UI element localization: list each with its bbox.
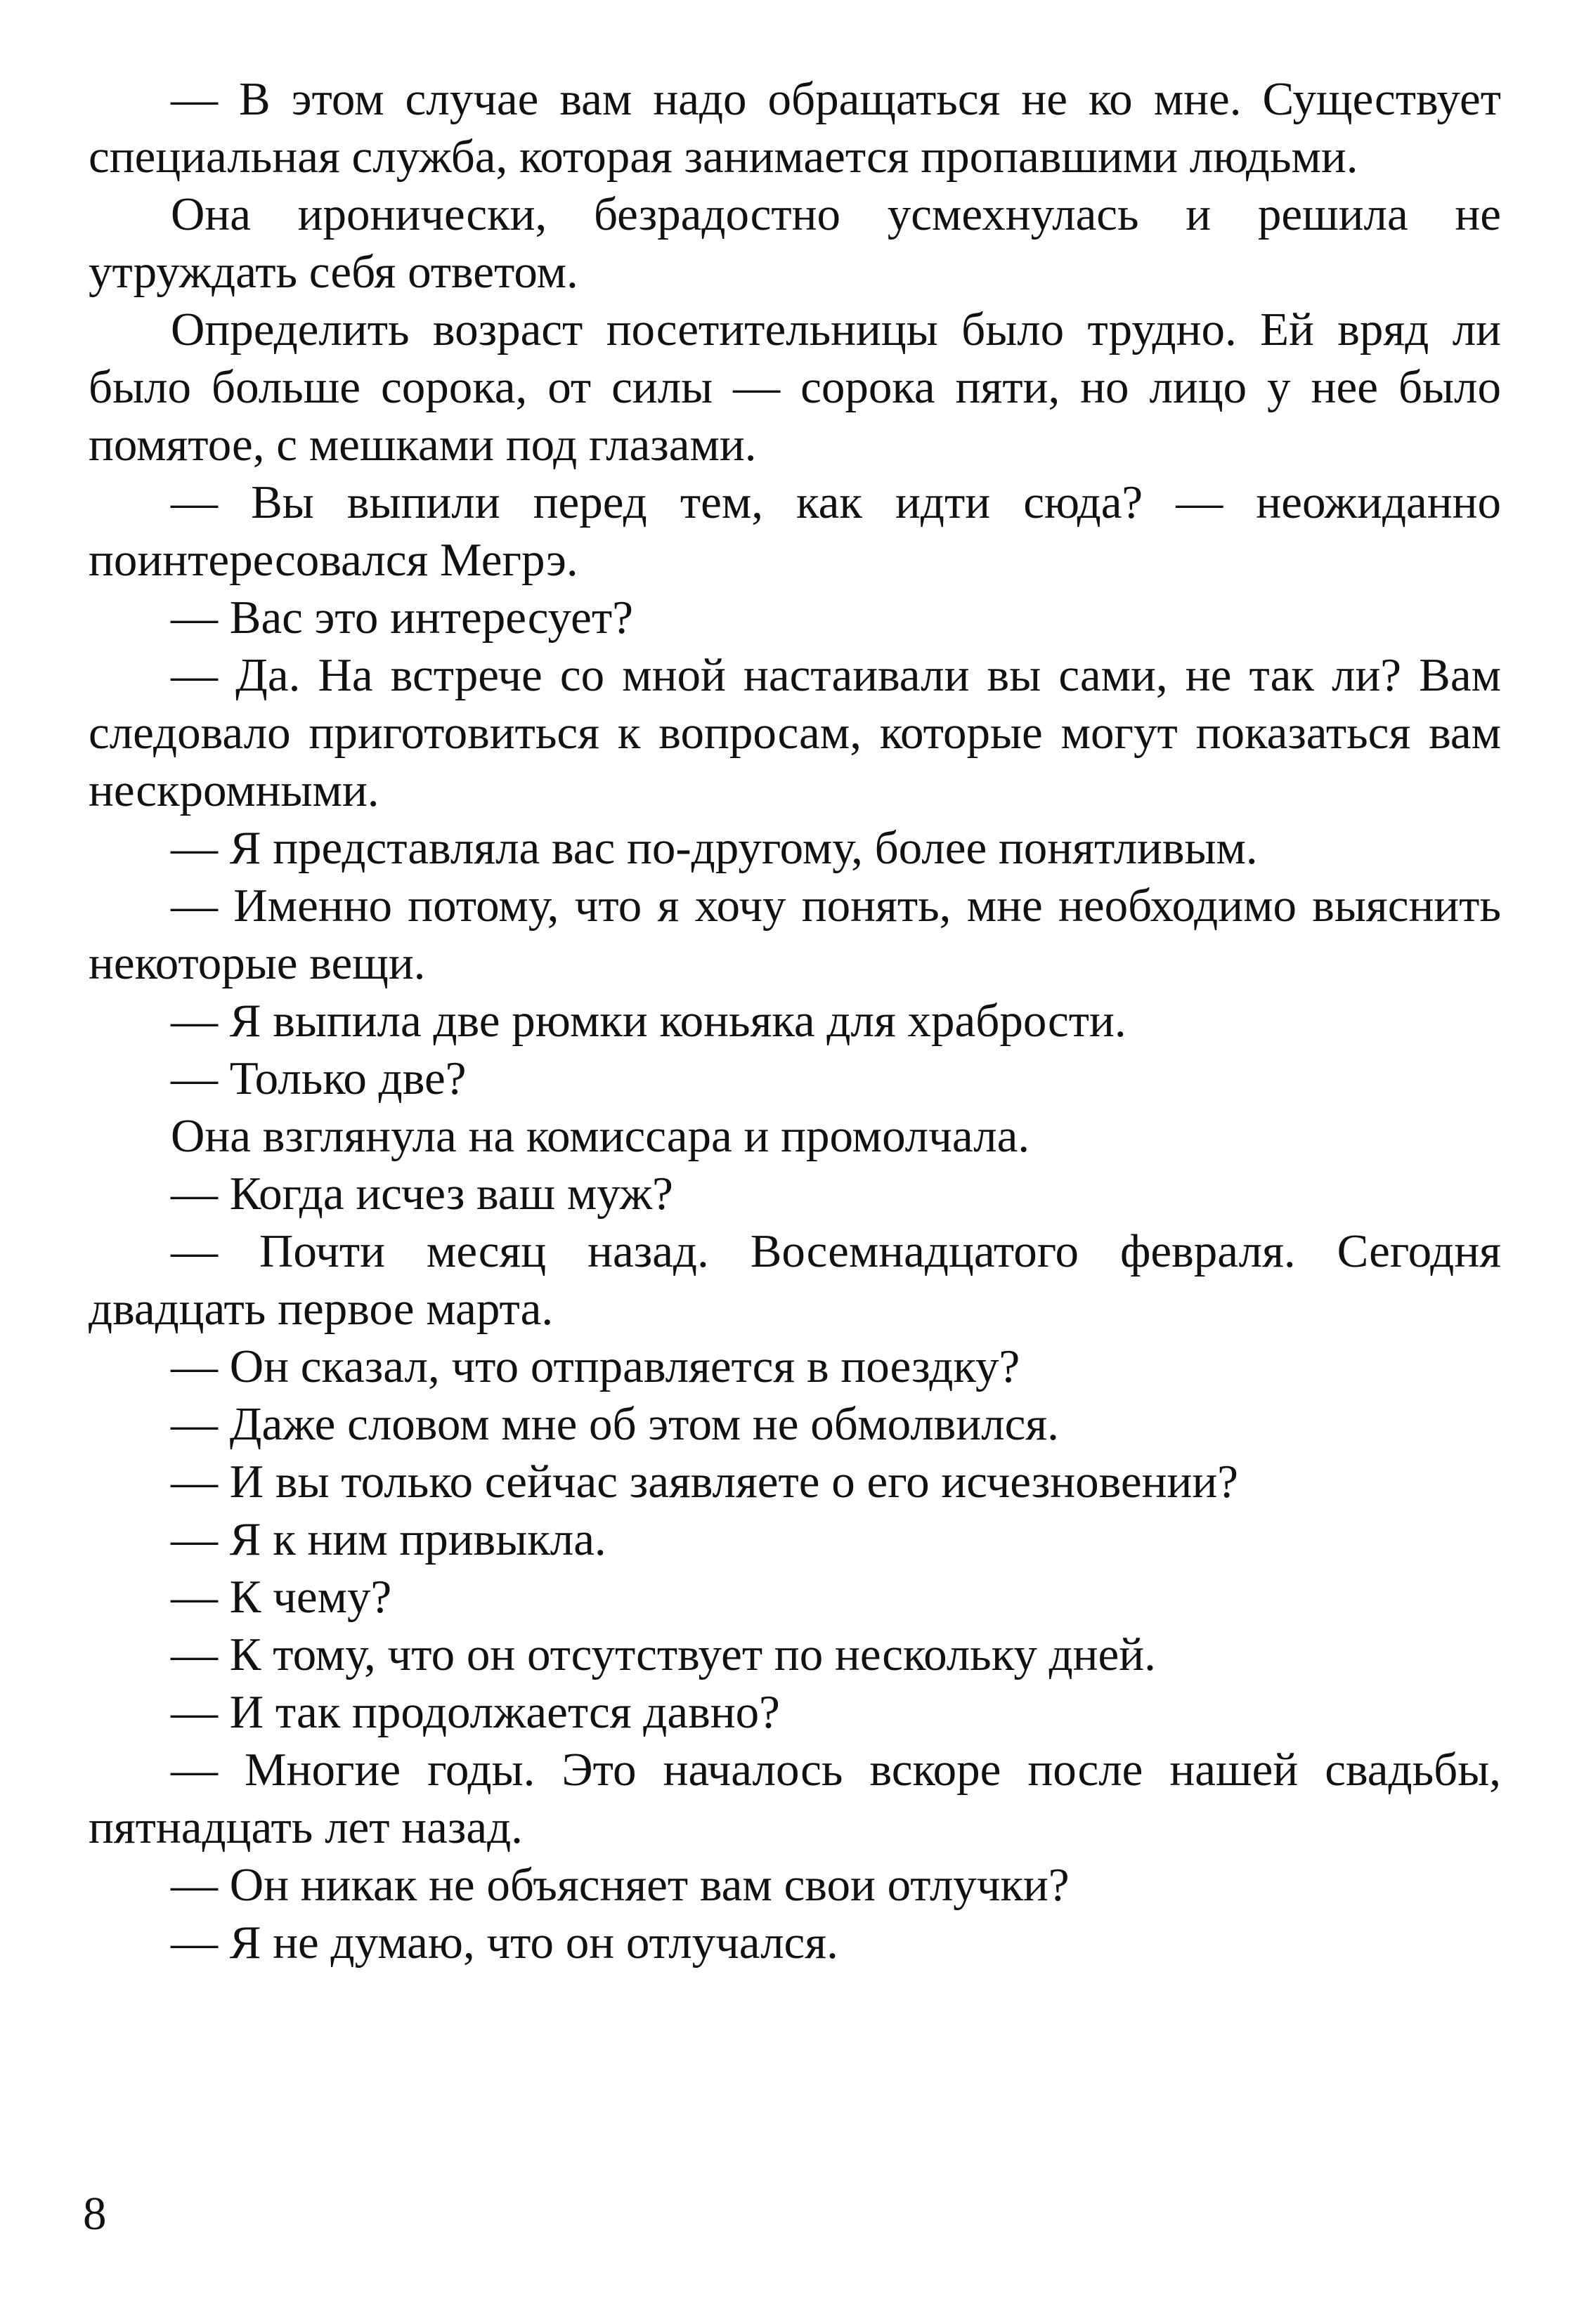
paragraph: — Почти месяц назад. Восемнадцатого февраля. Сегодня двадцать первое марта. xyxy=(89,1225,1501,1335)
paragraph: Определить возраст посетительницы было трудно. Ей вряд ли было больше сорока, от силы — сорока пяти, но лицо у нее было помятое, с мешками под глазами. xyxy=(89,303,1501,471)
page-number: 8 xyxy=(83,2188,107,2240)
paragraph: — К тому, что он отсутствует по нескольку дней. xyxy=(171,1628,1156,1680)
paragraph: — И так продолжается давно? xyxy=(171,1686,780,1738)
paragraph: Она взглянула на комиссара и промолчала. xyxy=(171,1110,1030,1162)
paragraph: — Когда исчез ваш муж? xyxy=(171,1168,673,1220)
paragraph: — Именно потому, что я хочу понять, мне необходимо выяснить некоторые вещи. xyxy=(89,880,1501,989)
paragraph: — Он сказал, что отправляется в поездку? xyxy=(171,1340,1020,1392)
paragraph: Она иронически, безрадостно усмехнулась и решила не утруждать себя ответом. xyxy=(89,188,1501,298)
paragraph: — Даже словом мне об этом не обмолвился. xyxy=(171,1398,1059,1450)
paragraph: — Да. На встрече со мной настаивали вы сами, не так ли? Вам следовало приготовиться к вопросам, которые могут показаться вам нескромными. xyxy=(89,649,1501,816)
paragraph: — И вы только сейчас заявляете о его исчезновении? xyxy=(171,1456,1238,1508)
paragraph: — Я не думаю, что он отлучался. xyxy=(171,1917,838,1969)
paragraph: — Многие годы. Это началось вскоре после нашей свадьбы, пятнадцать лет назад. xyxy=(89,1744,1501,1853)
paragraph: — В этом случае вам надо обращаться не ко мне. Существует специальная служба, которая занимается пропавшими людьми. xyxy=(89,73,1501,183)
paragraph: — К чему? xyxy=(171,1571,392,1623)
paragraph: — Он никак не объясняет вам свои отлучки? xyxy=(171,1859,1070,1911)
paragraph: — Я представляла вас по-другому, более понятливым. xyxy=(171,822,1258,874)
body-text xyxy=(89,70,1501,1971)
paragraph: — Вас это интересует? xyxy=(171,592,633,644)
paragraph: — Я выпила две рюмки коньяка для храбрости. xyxy=(171,995,1126,1047)
paragraph: — Только две? xyxy=(171,1052,467,1104)
paragraph: — Я к ним привыкла. xyxy=(171,1513,606,1565)
paragraph: — Вы выпили перед тем, как идти сюда? — неожиданно поинтересовался Мегрэ. xyxy=(89,476,1501,586)
